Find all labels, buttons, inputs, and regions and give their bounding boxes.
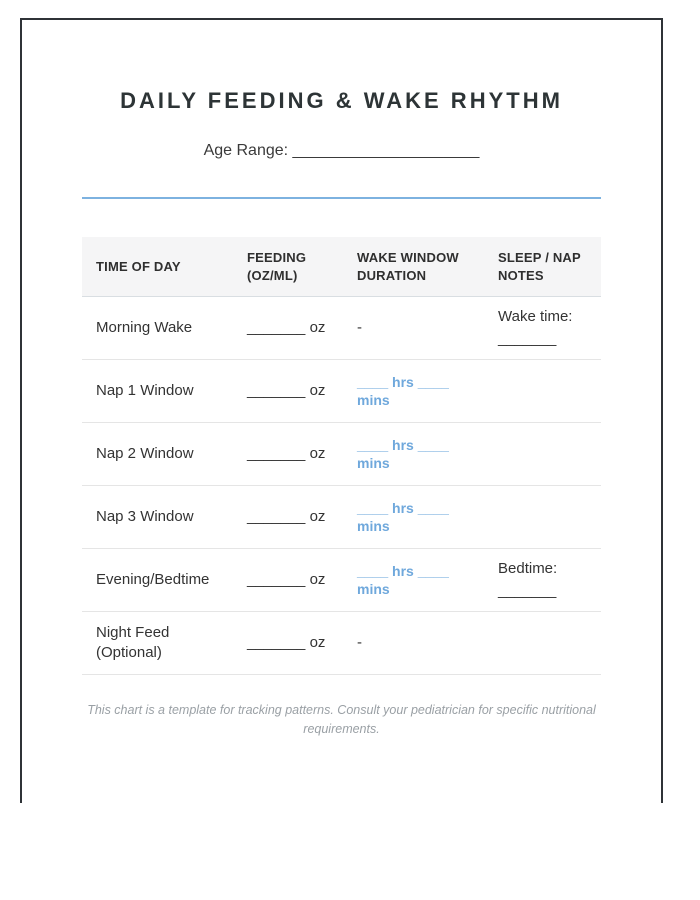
time-of-day-cell: Nap 1 Window xyxy=(82,360,233,423)
feeding-table xyxy=(82,237,601,676)
table-row-morning-wake xyxy=(82,297,601,360)
time-of-day-cell: Night Feed (Optional) xyxy=(82,612,233,675)
column-header-sleep-notes: SLEEP / NAP NOTES xyxy=(484,237,601,297)
notes-cell xyxy=(484,486,601,549)
feeding-unit: oz xyxy=(309,445,326,463)
footer-disclaimer: This chart is a template for tracking patterns. Consult your pediatrician for specific nutritional requirements. xyxy=(87,703,596,736)
age-range-blank: _____________________ xyxy=(292,142,480,160)
feeding-blank: _______ xyxy=(247,445,306,463)
table-row-nap-2 xyxy=(82,423,601,486)
feeding-blank: _______ xyxy=(247,382,306,400)
table-row-evening-bedtime xyxy=(82,549,601,612)
note-blank: _______ xyxy=(498,582,557,600)
table-row-night-feed xyxy=(82,612,601,675)
note-label: Bedtime: xyxy=(498,560,558,578)
feeding-blank: _______ xyxy=(247,508,306,526)
wake-window-cell: ____ hrs ____ mins xyxy=(343,486,484,549)
time-of-day-cell: Evening/Bedtime xyxy=(82,549,233,612)
feeding-cell xyxy=(233,360,343,423)
time-of-day-cell: Nap 2 Window xyxy=(82,423,233,486)
age-range-label: Age Range: xyxy=(203,142,289,160)
column-header-time-of-day: TIME OF DAY xyxy=(82,237,233,297)
wake-window-cell: ____ hrs ____ mins xyxy=(343,360,484,423)
feeding-blank: _______ xyxy=(247,319,306,337)
wake-window-cell: ____ hrs ____ mins xyxy=(343,423,484,486)
feeding-blank: _______ xyxy=(247,571,306,589)
feeding-unit: oz xyxy=(309,382,326,400)
wake-window-cell: - xyxy=(343,297,484,360)
feeding-unit: oz xyxy=(309,508,326,526)
wake-window-cell: ____ hrs ____ mins xyxy=(343,549,484,612)
feeding-cell xyxy=(233,297,343,360)
age-range-row xyxy=(82,140,601,162)
notes-cell xyxy=(484,549,601,612)
column-header-feeding: FEEDING (OZ/ML) xyxy=(233,237,343,297)
feeding-cell xyxy=(233,486,343,549)
time-of-day-cell: Morning Wake xyxy=(82,297,233,360)
note-label: Wake time: xyxy=(498,308,573,326)
table-row-nap-3 xyxy=(82,486,601,549)
page-content xyxy=(82,20,601,738)
blue-divider xyxy=(82,197,601,199)
wake-window-cell: - xyxy=(343,612,484,675)
notes-cell xyxy=(484,612,601,675)
feeding-unit: oz xyxy=(309,571,326,589)
notes-cell xyxy=(484,297,601,360)
feeding-unit: oz xyxy=(309,319,326,337)
notes-cell xyxy=(484,360,601,423)
feeding-unit: oz xyxy=(309,634,326,652)
feeding-cell xyxy=(233,549,343,612)
note-blank: _______ xyxy=(498,330,557,348)
feeding-cell xyxy=(233,612,343,675)
column-header-wake-window: WAKE WINDOW DURATION xyxy=(343,237,484,297)
notes-cell xyxy=(484,423,601,486)
table-row-nap-1 xyxy=(82,360,601,423)
table-header-row xyxy=(82,237,601,297)
feeding-cell xyxy=(233,423,343,486)
time-of-day-cell: Nap 3 Window xyxy=(82,486,233,549)
feeding-blank: _______ xyxy=(247,634,306,652)
page-title: DAILY FEEDING & WAKE RHYTHM xyxy=(120,88,563,113)
page-border-frame xyxy=(20,18,663,803)
